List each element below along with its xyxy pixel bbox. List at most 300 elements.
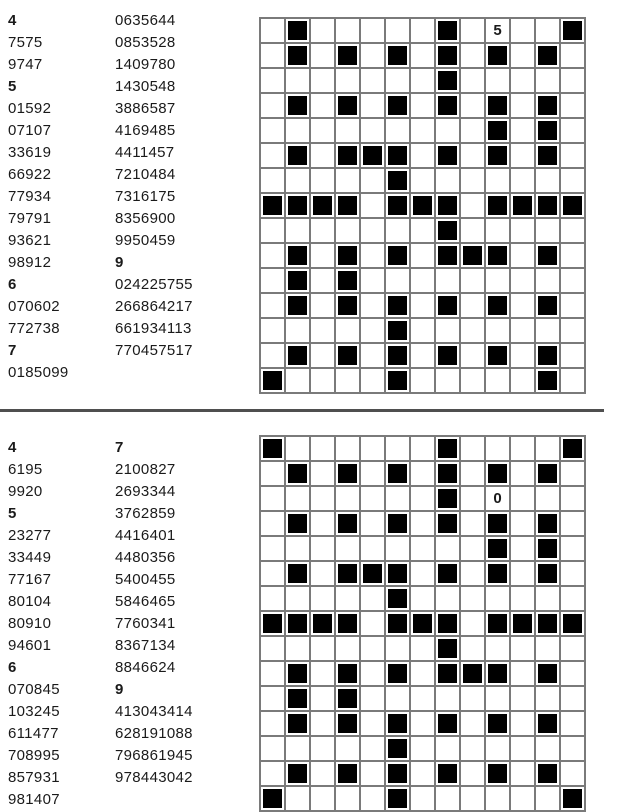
- grid-cell[interactable]: [510, 118, 535, 143]
- grid-cell[interactable]: [335, 118, 360, 143]
- grid-cell[interactable]: [510, 461, 535, 486]
- grid-cell[interactable]: [260, 143, 285, 168]
- grid-cell[interactable]: [310, 761, 335, 786]
- grid-cell[interactable]: [510, 661, 535, 686]
- grid-cell-black: [385, 318, 410, 343]
- grid-cell[interactable]: [510, 536, 535, 561]
- grid-cell-prefilled[interactable]: 5: [485, 18, 510, 43]
- grid-cell[interactable]: [510, 486, 535, 511]
- grid-cell[interactable]: [335, 368, 360, 393]
- grid-cell-black: [485, 193, 510, 218]
- grid-cell[interactable]: [435, 118, 460, 143]
- grid-cell[interactable]: [435, 268, 460, 293]
- grid-cell[interactable]: [460, 761, 485, 786]
- grid-cell[interactable]: [360, 268, 385, 293]
- grid-cell-prefilled[interactable]: 0: [485, 486, 510, 511]
- number-entry: 857931: [8, 769, 60, 786]
- grid-cell[interactable]: [310, 293, 335, 318]
- grid-cell[interactable]: [360, 118, 385, 143]
- grid-cell[interactable]: [360, 686, 385, 711]
- grid-cell[interactable]: [535, 68, 560, 93]
- grid-cell[interactable]: [535, 636, 560, 661]
- grid-cell[interactable]: [335, 636, 360, 661]
- grid-cell[interactable]: [410, 536, 435, 561]
- grid-cell[interactable]: [385, 218, 410, 243]
- grid-cell[interactable]: [360, 18, 385, 43]
- grid-cell[interactable]: [460, 511, 485, 536]
- grid-cell[interactable]: [535, 18, 560, 43]
- grid-cell[interactable]: [410, 786, 435, 811]
- grid-cell[interactable]: [410, 168, 435, 193]
- grid-cell-black: [285, 711, 310, 736]
- grid-cell[interactable]: [560, 461, 585, 486]
- grid-cell[interactable]: [285, 536, 310, 561]
- grid-cell[interactable]: [335, 586, 360, 611]
- grid-cell[interactable]: [310, 318, 335, 343]
- grid-cell[interactable]: [360, 536, 385, 561]
- grid-cell[interactable]: [260, 268, 285, 293]
- grid-cell[interactable]: [560, 586, 585, 611]
- grid-cell[interactable]: [535, 318, 560, 343]
- grid-cell[interactable]: [560, 711, 585, 736]
- grid-cell[interactable]: [510, 511, 535, 536]
- grid-cell[interactable]: [310, 68, 335, 93]
- grid-cell[interactable]: [285, 586, 310, 611]
- grid-cell[interactable]: [410, 636, 435, 661]
- grid-cell[interactable]: [285, 436, 310, 461]
- grid-cell[interactable]: [310, 561, 335, 586]
- grid-cell[interactable]: [435, 368, 460, 393]
- grid-cell[interactable]: [510, 711, 535, 736]
- grid-cell[interactable]: [460, 268, 485, 293]
- grid-cell[interactable]: [385, 268, 410, 293]
- grid-cell[interactable]: [460, 486, 485, 511]
- grid-cell-black: [560, 436, 585, 461]
- grid-cell[interactable]: [310, 218, 335, 243]
- grid-cell[interactable]: [560, 143, 585, 168]
- grid-cell[interactable]: [510, 293, 535, 318]
- grid-cell[interactable]: [285, 486, 310, 511]
- grid-cell[interactable]: [285, 636, 310, 661]
- grid-cell[interactable]: [360, 93, 385, 118]
- grid-cell[interactable]: [260, 586, 285, 611]
- grid-cell[interactable]: [335, 436, 360, 461]
- grid-cell[interactable]: [360, 243, 385, 268]
- grid-cell[interactable]: [285, 118, 310, 143]
- grid-cell[interactable]: [485, 168, 510, 193]
- grid-cell[interactable]: [385, 436, 410, 461]
- grid-cell[interactable]: [510, 343, 535, 368]
- grid-cell[interactable]: [460, 43, 485, 68]
- grid-cell[interactable]: [460, 786, 485, 811]
- grid-cell[interactable]: [410, 561, 435, 586]
- grid-cell[interactable]: [460, 18, 485, 43]
- grid-cell-black: [285, 761, 310, 786]
- grid-cell[interactable]: [360, 368, 385, 393]
- grid-cell[interactable]: [410, 218, 435, 243]
- grid-cell[interactable]: [460, 636, 485, 661]
- grid-cell[interactable]: [460, 218, 485, 243]
- grid-cell[interactable]: [410, 686, 435, 711]
- grid-cell[interactable]: [460, 536, 485, 561]
- grid-cell[interactable]: [260, 686, 285, 711]
- grid-cell[interactable]: [485, 786, 510, 811]
- grid-cell[interactable]: [485, 368, 510, 393]
- grid-cell[interactable]: [260, 93, 285, 118]
- grid-cell[interactable]: [410, 118, 435, 143]
- grid-cell[interactable]: [560, 511, 585, 536]
- grid-cell[interactable]: [560, 368, 585, 393]
- grid-cell[interactable]: [410, 268, 435, 293]
- grid-cell[interactable]: [260, 461, 285, 486]
- grid-cell[interactable]: [310, 786, 335, 811]
- number-entry: 94601: [8, 637, 52, 654]
- grid-cell[interactable]: [260, 318, 285, 343]
- number-entry: 80104: [8, 593, 52, 610]
- grid-cell[interactable]: [260, 118, 285, 143]
- grid-cell-black: [535, 118, 560, 143]
- grid-cell[interactable]: [435, 586, 460, 611]
- grid-cell[interactable]: [310, 368, 335, 393]
- grid-cell[interactable]: [410, 43, 435, 68]
- grid-cell[interactable]: [410, 661, 435, 686]
- grid-cell[interactable]: [310, 268, 335, 293]
- grid-cell[interactable]: [510, 243, 535, 268]
- grid-cell[interactable]: [285, 218, 310, 243]
- grid-cell[interactable]: [410, 343, 435, 368]
- grid-cell[interactable]: [310, 243, 335, 268]
- grid-cell[interactable]: [410, 143, 435, 168]
- grid-cell[interactable]: [360, 486, 385, 511]
- grid-cell[interactable]: [260, 661, 285, 686]
- grid-cell[interactable]: [410, 93, 435, 118]
- number-entry: 9920: [8, 483, 43, 500]
- grid-cell[interactable]: [260, 761, 285, 786]
- grid-cell[interactable]: [310, 93, 335, 118]
- grid-cell-black: [535, 243, 560, 268]
- grid-cell[interactable]: [510, 368, 535, 393]
- number-entry: 2693344: [115, 483, 176, 500]
- grid-cell[interactable]: [410, 761, 435, 786]
- grid-cell[interactable]: [510, 143, 535, 168]
- grid-cell[interactable]: [460, 293, 485, 318]
- grid-cell[interactable]: [535, 786, 560, 811]
- grid-cell[interactable]: [260, 636, 285, 661]
- grid-cell[interactable]: [360, 43, 385, 68]
- grid-cell[interactable]: [485, 68, 510, 93]
- grid-cell[interactable]: [360, 343, 385, 368]
- grid-cell[interactable]: [410, 486, 435, 511]
- grid-cell[interactable]: [560, 318, 585, 343]
- grid-cell[interactable]: [435, 686, 460, 711]
- grid-cell[interactable]: [360, 786, 385, 811]
- grid-cell[interactable]: [435, 536, 460, 561]
- grid-cell[interactable]: [510, 43, 535, 68]
- grid-cell[interactable]: [510, 168, 535, 193]
- grid-cell[interactable]: [310, 511, 335, 536]
- grid-cell-black: [335, 661, 360, 686]
- grid-cell[interactable]: [510, 586, 535, 611]
- grid-cell[interactable]: [310, 736, 335, 761]
- grid-cell[interactable]: [485, 318, 510, 343]
- grid-cell[interactable]: [360, 318, 385, 343]
- grid-cell[interactable]: [360, 461, 385, 486]
- grid-cell[interactable]: [310, 486, 335, 511]
- number-entry: 07107: [8, 122, 52, 139]
- grid-cell[interactable]: [335, 68, 360, 93]
- grid-cell[interactable]: [410, 68, 435, 93]
- grid-cell[interactable]: [560, 686, 585, 711]
- grid-cell[interactable]: [260, 168, 285, 193]
- grid-cell-black: [285, 343, 310, 368]
- grid-cell[interactable]: [260, 536, 285, 561]
- grid-cell[interactable]: [260, 561, 285, 586]
- grid-cell-black: [435, 611, 460, 636]
- grid-cell[interactable]: [535, 686, 560, 711]
- grid-cell[interactable]: [485, 268, 510, 293]
- grid-cell[interactable]: [460, 343, 485, 368]
- grid-cell[interactable]: [460, 561, 485, 586]
- grid-cell[interactable]: [560, 486, 585, 511]
- grid-cell[interactable]: [460, 318, 485, 343]
- grid-cell[interactable]: [435, 318, 460, 343]
- grid-cell[interactable]: [260, 243, 285, 268]
- grid-cell[interactable]: [535, 168, 560, 193]
- grid-cell[interactable]: [360, 611, 385, 636]
- grid-cell[interactable]: [535, 218, 560, 243]
- grid-cell[interactable]: [510, 93, 535, 118]
- grid-cell[interactable]: [310, 461, 335, 486]
- grid-cell[interactable]: [285, 368, 310, 393]
- grid-cell[interactable]: [285, 736, 310, 761]
- grid-cell[interactable]: [510, 436, 535, 461]
- grid-cell[interactable]: [560, 268, 585, 293]
- grid-cell[interactable]: [310, 143, 335, 168]
- grid-cell[interactable]: [485, 586, 510, 611]
- grid-cell-black: [485, 536, 510, 561]
- grid-cell[interactable]: [360, 193, 385, 218]
- grid-cell[interactable]: [410, 436, 435, 461]
- grid-cell[interactable]: [460, 436, 485, 461]
- grid-cell-black: [485, 143, 510, 168]
- grid-cell[interactable]: [535, 586, 560, 611]
- grid-cell[interactable]: [535, 486, 560, 511]
- grid-cell-black: [285, 43, 310, 68]
- grid-cell[interactable]: [310, 661, 335, 686]
- grid-cell[interactable]: [460, 368, 485, 393]
- grid-cell[interactable]: [335, 486, 360, 511]
- grid-cell[interactable]: [260, 486, 285, 511]
- grid-cell[interactable]: [335, 168, 360, 193]
- grid-cell[interactable]: [410, 318, 435, 343]
- grid-cell-black: [435, 511, 460, 536]
- grid-cell[interactable]: [260, 511, 285, 536]
- grid-cell[interactable]: [560, 243, 585, 268]
- grid-cell[interactable]: [560, 93, 585, 118]
- grid-cell[interactable]: [260, 18, 285, 43]
- grid-cell[interactable]: [360, 711, 385, 736]
- grid-cell[interactable]: [385, 118, 410, 143]
- number-entry: 024225755: [115, 276, 193, 293]
- grid-cell[interactable]: [460, 118, 485, 143]
- grid-cell[interactable]: [285, 68, 310, 93]
- grid-cell[interactable]: [310, 343, 335, 368]
- grid-cell[interactable]: [285, 318, 310, 343]
- grid-cell[interactable]: [360, 293, 385, 318]
- grid-cell[interactable]: [435, 168, 460, 193]
- grid-cell[interactable]: [310, 43, 335, 68]
- grid-cell[interactable]: [560, 736, 585, 761]
- grid-cell[interactable]: [410, 18, 435, 43]
- grid-cell[interactable]: [485, 686, 510, 711]
- grid-cell[interactable]: [560, 218, 585, 243]
- grid-cell[interactable]: [260, 736, 285, 761]
- grid-cell[interactable]: [385, 686, 410, 711]
- grid-cell[interactable]: [460, 143, 485, 168]
- grid-cell[interactable]: [360, 218, 385, 243]
- grid-cell[interactable]: [310, 168, 335, 193]
- grid-cell[interactable]: [410, 711, 435, 736]
- grid-cell[interactable]: [360, 511, 385, 536]
- grid-cell[interactable]: [485, 636, 510, 661]
- grid-cell[interactable]: [485, 218, 510, 243]
- grid-cell[interactable]: [360, 761, 385, 786]
- grid-cell[interactable]: [510, 268, 535, 293]
- grid-cell[interactable]: [560, 118, 585, 143]
- grid-cell[interactable]: [510, 561, 535, 586]
- grid-cell[interactable]: [460, 193, 485, 218]
- grid-cell[interactable]: [335, 736, 360, 761]
- grid-cell[interactable]: [510, 786, 535, 811]
- grid-cell[interactable]: [560, 168, 585, 193]
- grid-cell[interactable]: [410, 736, 435, 761]
- grid-cell[interactable]: [460, 168, 485, 193]
- grid-cell-black: [560, 786, 585, 811]
- grid-cell[interactable]: [510, 636, 535, 661]
- grid-cell[interactable]: [460, 461, 485, 486]
- grid-cell[interactable]: [510, 736, 535, 761]
- grid-cell[interactable]: [360, 661, 385, 686]
- grid-cell[interactable]: [560, 43, 585, 68]
- digit-group-header: 7: [115, 439, 124, 456]
- number-entry: 628191088: [115, 725, 193, 742]
- grid-cell[interactable]: [360, 736, 385, 761]
- grid-cell[interactable]: [260, 711, 285, 736]
- grid-cell[interactable]: [260, 293, 285, 318]
- grid-cell-black: [285, 93, 310, 118]
- grid-cell-black: [410, 611, 435, 636]
- grid-cell[interactable]: [285, 168, 310, 193]
- grid-cell[interactable]: [385, 536, 410, 561]
- grid-cell[interactable]: [510, 218, 535, 243]
- grid-cell[interactable]: [310, 18, 335, 43]
- grid-cell[interactable]: [560, 343, 585, 368]
- grid-cell[interactable]: [360, 636, 385, 661]
- grid-cell[interactable]: [460, 586, 485, 611]
- grid-cell[interactable]: [560, 68, 585, 93]
- grid-cell[interactable]: [310, 586, 335, 611]
- grid-cell[interactable]: [410, 243, 435, 268]
- grid-cell[interactable]: [385, 18, 410, 43]
- grid-cell[interactable]: [385, 68, 410, 93]
- grid-cell[interactable]: [560, 636, 585, 661]
- grid-cell[interactable]: [310, 686, 335, 711]
- grid-cell-black: [435, 218, 460, 243]
- grid-cell[interactable]: [310, 636, 335, 661]
- grid-cell-black: [335, 343, 360, 368]
- top-puzzle-number-list-col2: [115, 10, 193, 362]
- grid-cell-black: [435, 761, 460, 786]
- grid-cell[interactable]: [510, 68, 535, 93]
- grid-cell[interactable]: [260, 43, 285, 68]
- grid-cell[interactable]: [335, 218, 360, 243]
- grid-cell[interactable]: [510, 686, 535, 711]
- grid-cell[interactable]: [310, 536, 335, 561]
- grid-cell[interactable]: [410, 461, 435, 486]
- grid-cell[interactable]: [360, 586, 385, 611]
- number-entry: 8846624: [115, 659, 176, 676]
- grid-cell[interactable]: [535, 436, 560, 461]
- grid-cell[interactable]: [410, 511, 435, 536]
- grid-cell[interactable]: [310, 118, 335, 143]
- grid-cell[interactable]: [360, 436, 385, 461]
- grid-cell[interactable]: [410, 293, 435, 318]
- grid-cell[interactable]: [435, 786, 460, 811]
- grid-cell[interactable]: [285, 786, 310, 811]
- grid-cell[interactable]: [435, 736, 460, 761]
- grid-cell[interactable]: [260, 218, 285, 243]
- grid-cell[interactable]: [560, 293, 585, 318]
- grid-cell[interactable]: [460, 68, 485, 93]
- grid-cell[interactable]: [485, 436, 510, 461]
- grid-cell[interactable]: [360, 68, 385, 93]
- grid-cell[interactable]: [385, 486, 410, 511]
- grid-cell[interactable]: [335, 536, 360, 561]
- grid-cell[interactable]: [560, 661, 585, 686]
- grid-cell[interactable]: [310, 711, 335, 736]
- grid-cell[interactable]: [560, 536, 585, 561]
- grid-cell[interactable]: [460, 711, 485, 736]
- grid-cell[interactable]: [385, 636, 410, 661]
- bottom-puzzle-number-list-col1: [8, 437, 60, 811]
- grid-cell[interactable]: [535, 268, 560, 293]
- grid-cell[interactable]: [335, 18, 360, 43]
- grid-cell[interactable]: [510, 318, 535, 343]
- grid-cell[interactable]: [335, 786, 360, 811]
- grid-cell[interactable]: [260, 343, 285, 368]
- grid-cell-black: [385, 661, 410, 686]
- grid-cell[interactable]: [460, 611, 485, 636]
- grid-cell[interactable]: [510, 18, 535, 43]
- top-puzzle-number-list-col1: [8, 10, 69, 384]
- grid-cell[interactable]: [410, 586, 435, 611]
- grid-cell[interactable]: [560, 761, 585, 786]
- grid-cell-black: [385, 561, 410, 586]
- grid-cell[interactable]: [560, 561, 585, 586]
- grid-cell[interactable]: [460, 736, 485, 761]
- grid-cell[interactable]: [335, 318, 360, 343]
- number-entry: 6195: [8, 461, 43, 478]
- grid-cell[interactable]: [485, 736, 510, 761]
- grid-cell[interactable]: [535, 736, 560, 761]
- grid-cell[interactable]: [310, 436, 335, 461]
- grid-cell[interactable]: [510, 761, 535, 786]
- grid-cell[interactable]: [460, 93, 485, 118]
- grid-cell[interactable]: [410, 368, 435, 393]
- grid-cell[interactable]: [460, 686, 485, 711]
- grid-cell[interactable]: [360, 168, 385, 193]
- grid-cell[interactable]: [260, 68, 285, 93]
